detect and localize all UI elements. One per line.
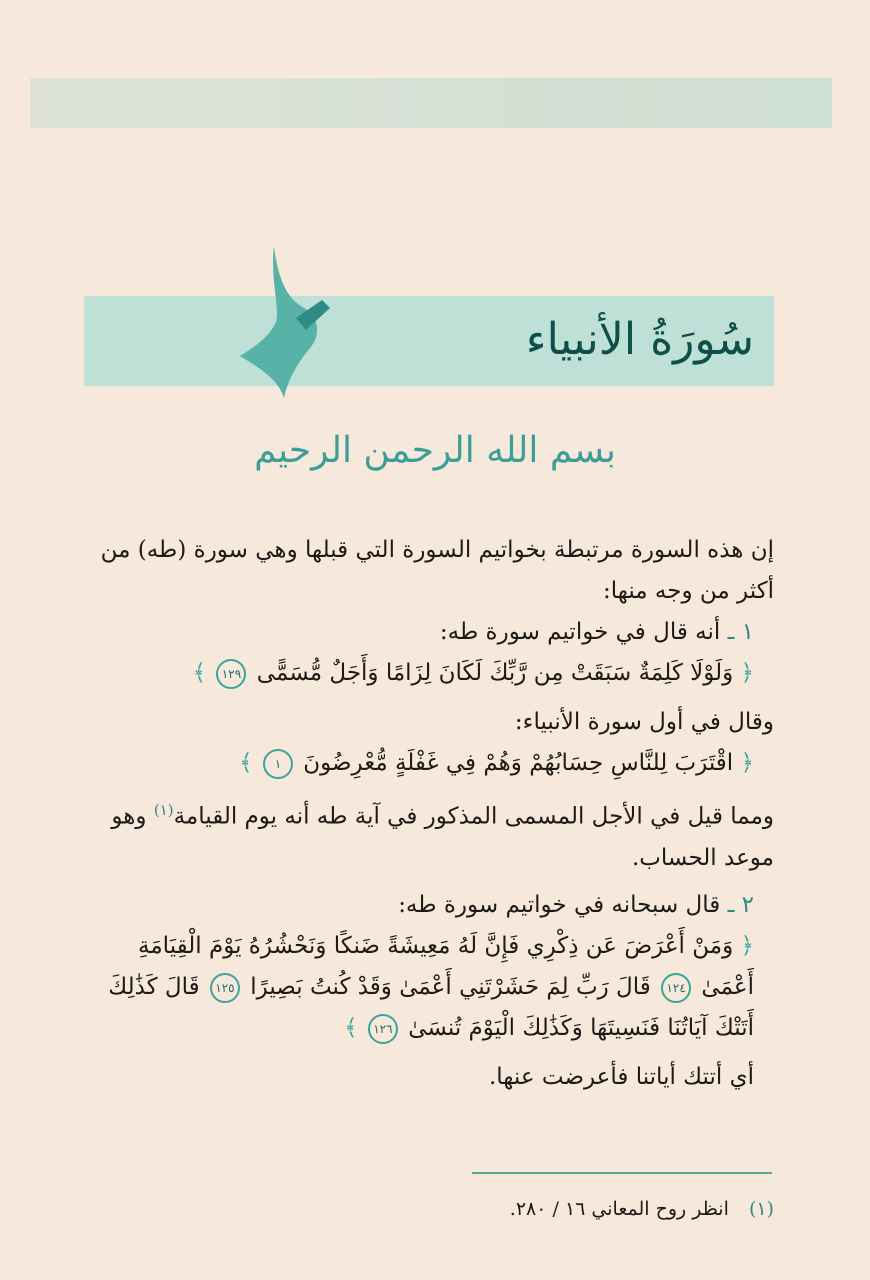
verse-text-b: قَالَ رَبِّ لِمَ حَشَرْتَنِي أَعْمَىٰ وَقَدْ كُنتُ بَصِيرًا — [250, 973, 651, 1000]
verse-text-a: وَمَنْ أَعْرَضَ عَن ذِكْرِي فَإِنَّ لَهُ مَعِيشَةً ضَنكًا وَنَحْشُرُهُ يَوْمَ الْقِيَامَةِ أَعْمَىٰ — [138, 932, 754, 1000]
basmala: بسم الله الرحمن الرحيم — [254, 430, 616, 471]
anbiya-intro: وقال في أول سورة الأنبياء: — [514, 709, 774, 735]
main-text — [100, 530, 774, 1098]
verse-anbiya-1: ﴿ اقْتَرَبَ لِلنَّاسِ حِسَابُهُمْ وَهُمْ فِي غَفْلَةٍ مُّعْرِضُونَ ١ ﴾ — [100, 743, 774, 784]
point-2-number: ٢ ـ — [727, 891, 754, 918]
verse-text: وَلَوْلَا كَلِمَةٌ سَبَقَتْ مِن رَّبِّكَ لَكَانَ لِزَامًا وَأَجَلٌ مُّسَمًّى — [256, 660, 734, 686]
point-1 — [100, 612, 774, 653]
explanation: أي أتتك أياتنا فأعرضت عنها. — [488, 1063, 754, 1090]
ayah-number: ١ — [263, 749, 293, 779]
surah-title: سُورَةُ الأنبياء — [525, 314, 754, 365]
ayah-number-b: ١٢٥ — [210, 973, 240, 1003]
verse-text: اقْتَرَبَ لِلنَّاسِ حِسَابُهُمْ وَهُمْ فِي غَفْلَةٍ مُّعْرِضُونَ — [303, 750, 734, 776]
ajal-paragraph — [100, 790, 774, 879]
ayah-number-c: ١٢٦ — [368, 1014, 398, 1044]
point-2-text: قال سبحانه في خواتيم سورة طه: — [398, 891, 721, 918]
show-through-band — [30, 78, 832, 128]
point-2 — [100, 885, 774, 926]
footnote-reference[interactable]: (١) — [153, 801, 174, 819]
verse-taha-129: ﴿ وَلَوْلَا كَلِمَةٌ سَبَقَتْ مِن رَّبِّكَ لَكَانَ لِزَامًا وَأَجَلٌ مُّسَمًّى ١٢٩ ﴾ — [100, 653, 774, 694]
ajal-text-2: وهو موعد الحساب. — [111, 803, 774, 871]
footnote-text: انظر روح المعاني ١٦ / ٢٨٠. — [509, 1198, 729, 1220]
footnote — [510, 1198, 774, 1220]
point-1-number: ١ ـ — [727, 619, 754, 645]
footnote-number: (١) — [748, 1198, 774, 1220]
calligraphic-ornament-icon — [226, 238, 336, 408]
ayah-number: ١٢٩ — [216, 659, 246, 689]
ayah-number-a: ١٢٤ — [661, 973, 691, 1003]
surah-title-banner — [84, 296, 774, 386]
point-1-text: أنه قال في خواتيم سورة طه: — [439, 619, 721, 645]
verse-taha-124-126: ﴿ وَمَنْ أَعْرَضَ عَن ذِكْرِي فَإِنَّ لَهُ مَعِيشَةً ضَنكًا وَنَحْشُرُهُ يَوْمَ الْقِيَامَةِ أَعْمَىٰ ١٢٤ قَالَ رَبِّ لِمَ حَشَرْتَنِي أَعْمَىٰ وَقَدْ كُنتُ بَصِيرًا ١٢٥ قَالَ كَذَٰلِكَ أَتَتْكَ آيَاتُنَا فَنَسِيتَهَا وَكَذَٰلِكَ الْيَوْمَ تُنسَىٰ ١٢٦ ﴾ — [100, 926, 774, 1049]
intro-paragraph: إن هذه السورة مرتبطة بخواتيم السورة التي قبلها وهي سورة (طه) من أكثر من وجه منها: — [100, 537, 774, 604]
verse-text-c: قَالَ كَذَٰلِكَ أَتَتْكَ آيَاتُنَا فَنَسِيتَهَا وَكَذَٰلِكَ الْيَوْمَ تُنسَىٰ — [108, 973, 754, 1041]
footnote-divider — [472, 1172, 772, 1174]
ajal-text: ومما قيل في الأجل المسمى المذكور في آية طه أنه يوم القيامة — [173, 803, 774, 830]
